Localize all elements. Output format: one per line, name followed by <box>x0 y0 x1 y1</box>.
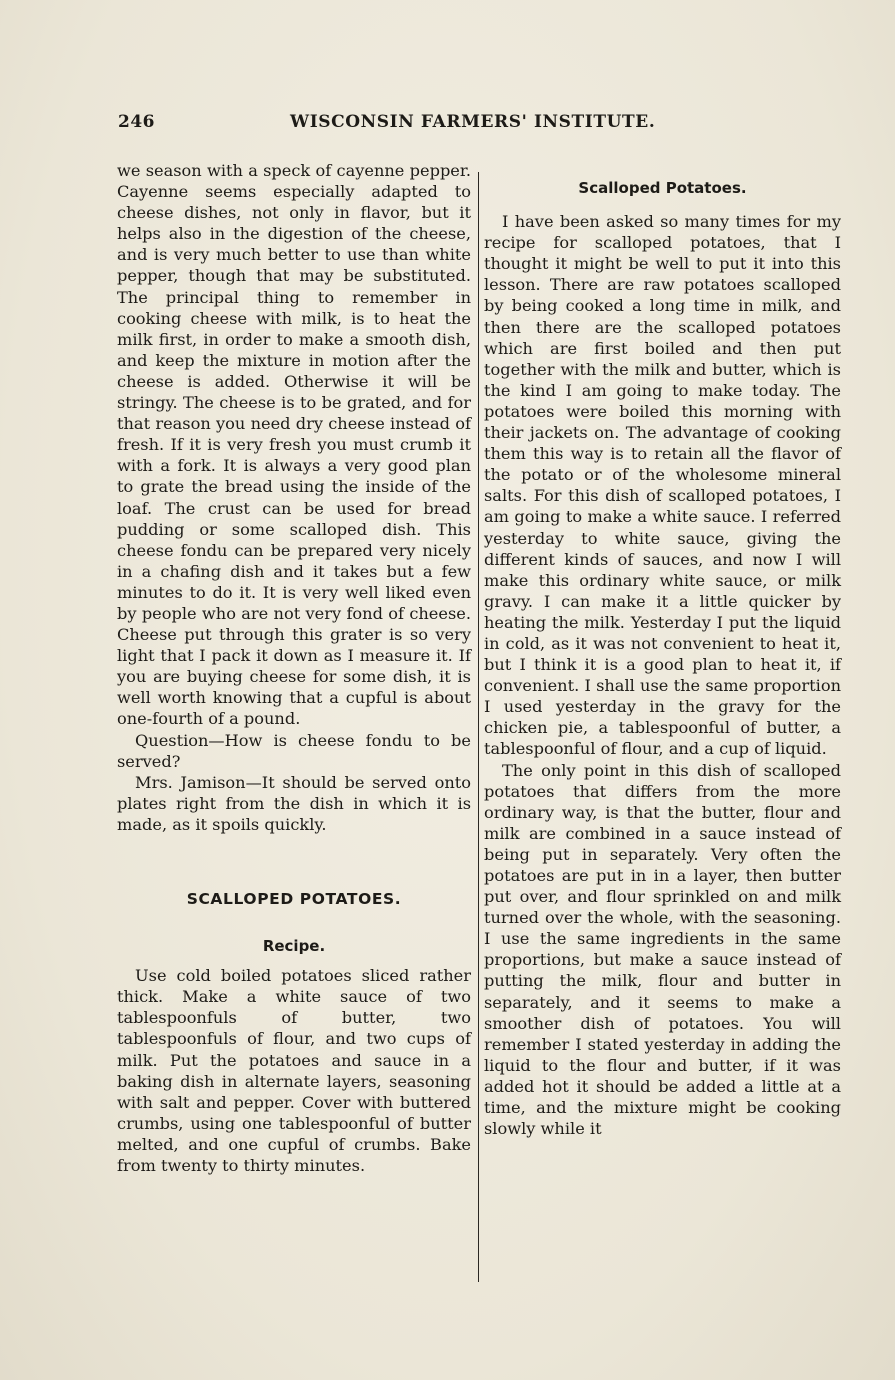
running-title: WISCONSIN FARMERS' INSTITUTE. <box>290 112 656 132</box>
right-column <box>484 160 841 1139</box>
page-number: 246 <box>118 112 155 132</box>
section-title: SCALLOPED POTATOES. <box>186 890 402 908</box>
column-divider <box>478 172 479 1282</box>
recipe-heading: Recipe. <box>262 937 326 956</box>
question-paragraph: Question—How is cheese fondu to be served? <box>117 730 471 771</box>
lesson-paragraph-2: The only point in this dish of scalloped potatoes that differs from the more ordinary way, is that the butter, flour and milk are combined in a sauce instead of being put in separately. Very often the potatoes are put in in a layer, then butter put over, and flour sprinkled on and milk turned over the whole, with the seasoning. I use the same ingredients in the same proportions, but make a sauce instead of putting the milk, flour and butter in separately, and it seems to make a smoother dish of potatoes. You will remember I stated yesterday in adding the liquid to the flour and butter, if it was added hot it should be added a little at a time, and the mixture might be cooking slowly while it <box>484 760 841 1139</box>
answer-paragraph: Mrs. Jamison—It should be served onto plates right from the dish in which it is made, as it spoils quickly. <box>117 772 471 834</box>
lesson-paragraph-1: I have been asked so many times for my recipe for scalloped potatoes, that I thought it might be well to put it into this lesson. There are raw potatoes scalloped by being cooked a long time in milk, and then there are the scalloped potatoes which are first boiled and then put together with the milk and butter, which is the kind I am going to make today. The potatoes were boiled this morning with their jackets on. The advantage of cooking them this way is to retain all the flavor of the potato or of the wholesome mineral salts. For this dish of scalloped potatoes, I am going to make a white sauce. I referred yesterday to white sauce, giving the different kinds of sauces, and now I will make this ordinary white sauce, or milk gravy. I can make it a little quicker by heating the milk. Yesterday I put the liquid in cold, as it was not convenient to heat it, but I think it is a good plan to heat it, if convenient. I shall use the same proportion I used yesterday in the gravy for the chicken pie, a tablespoonful of butter, a tablespoonful of flour, and a cup of liquid. <box>484 212 841 759</box>
page-header <box>118 112 838 142</box>
recipe-text: Use cold boiled potatoes sliced rather thick. Make a white sauce of two tablespoonfuls of butter, two tablespoonfuls of flour, and two cups of milk. Put the potatoes and sauce in a baking dish in alternate layers, seasoning with salt and pepper. Cover with buttered crumbs, using one tablespoonful of butter melted, and one cupful of crumbs. Bake from twenty to thirty minutes. <box>117 966 471 1176</box>
cheese-fondu-paragraph: we season with a speck of cayenne pepper. Cayenne seems especially adapted to cheese dishes, not only in flavor, but it helps also in the digestion of the cheese, and is very much better to use than white pepper, though that may be substituted. The principal thing to remember in cooking cheese with milk, is to heat the milk first, in order to make a smooth dish, and keep the mixture in motion after the cheese is added. Otherwise it will be stringy. The cheese is to be grated, and for that reason you need dry cheese instead of fresh. If it is very fresh you must crumb it with a fork. It is always a very good plan to grate the bread using the inside of the loaf. The crust can be used for bread pudding or some scalloped dish. This cheese fondu can be prepared very nicely in a chafing dish and it takes but a few minutes to do it. It is very well liked even by people who are not very fond of cheese. Cheese put through this grater is so very light that I pack it down as I measure it. If you are buying cheese for some dish, it is well worth knowing that a cupful is about one-fourth of a pound. <box>117 161 471 729</box>
left-column <box>117 160 471 1176</box>
scalloped-potatoes-heading: Scalloped Potatoes. <box>578 179 747 197</box>
